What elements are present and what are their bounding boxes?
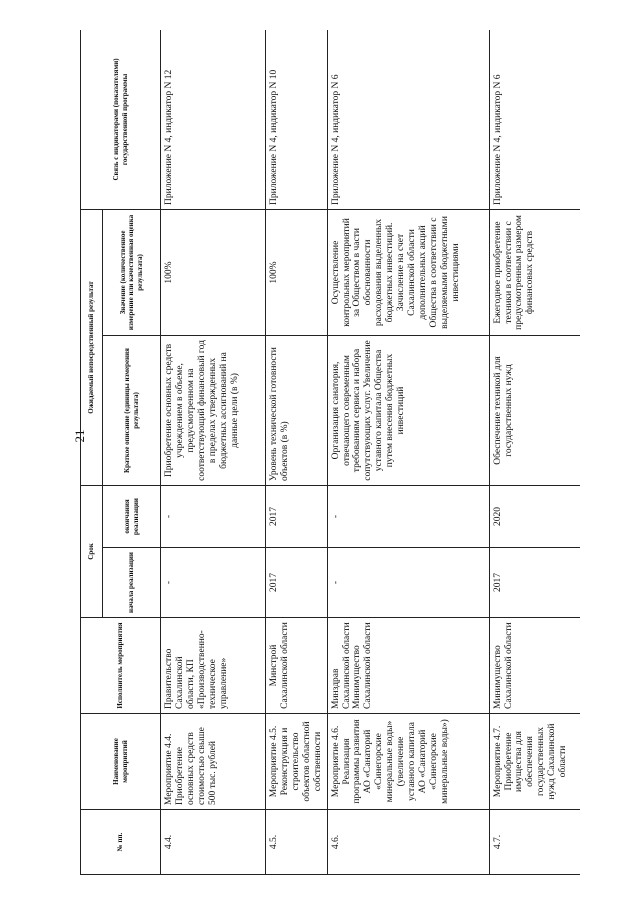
row-value: Осуществление контрольных мероприятий за Обществом в части обоснованности расходования выделенных бюджетных инвестиций. Зачисление на счет Сахалинской области дополнительных акций Общества в соответствии с выделяемыми бюджетными инвестициями <box>327 209 489 335</box>
row-brief: Организация санатория, отвечающего современным требованиям сервиса и набора сопутствующих услуг. Увеличение уставного капитала Общества путем внесения бюджетных инвестиций <box>327 335 489 485</box>
row-link: Приложение N 4, индикатор N 6 <box>327 30 489 209</box>
header-brief: Краткое описание (единицы измерения результата) <box>103 335 161 485</box>
row-executor: Правительство Сахалинской области, КП «Производственно-техническое управление» <box>161 618 266 714</box>
row-start: 2017 <box>489 548 580 618</box>
rotated-page <box>80 30 580 875</box>
row-start: - <box>327 548 489 618</box>
row-link: Приложение N 4, индикатор N 10 <box>266 30 328 209</box>
row-end: 2020 <box>489 485 580 547</box>
row-name: Мероприятие 4.4. Приобретение основных средств стоимостью свыше 500 тыс. рублей <box>161 714 266 810</box>
row-num: 4.5. <box>266 810 328 875</box>
row-executor: Минздрав Сахалинской области Минимущество Сахалинской области <box>327 618 489 714</box>
row-value: Ежегодное приобретение техники в соответствии с предусмотренным размером финансовых средств <box>489 209 580 335</box>
header-executor: Исполнитель мероприятия <box>81 618 161 714</box>
row-end: 2017 <box>266 485 328 547</box>
header-name: Наименование мероприятий <box>81 714 161 810</box>
row-executor: Минстрой Сахалинской области <box>266 618 328 714</box>
page-number: 21 <box>72 429 87 443</box>
row-brief: Уровень технической готовности объектов (в %) <box>266 335 328 485</box>
table-container <box>80 30 580 875</box>
table-row <box>327 30 489 875</box>
row-num: 4.4. <box>161 810 266 875</box>
header-link: Связь с индикаторами (показателями) государственной программы <box>81 30 161 209</box>
table-row <box>266 30 328 875</box>
row-start: 2017 <box>266 548 328 618</box>
row-num: 4.7. <box>489 810 580 875</box>
header-start: начала реализации <box>103 548 161 618</box>
row-brief: Приобретение основных средств учреждением в объеме, предусмотренном на соответствующий финансовый год в пределах утвержденных бюджетных ассигнований на данные цели (в %) <box>161 335 266 485</box>
row-end: - <box>161 485 266 547</box>
row-start: - <box>161 548 266 618</box>
row-link: Приложение N 4, индикатор N 6 <box>489 30 580 209</box>
row-num: 4.6. <box>327 810 489 875</box>
header-term: Срок <box>81 485 103 617</box>
row-link: Приложение N 4, индикатор N 12 <box>161 30 266 209</box>
table-row <box>161 30 266 875</box>
header-expected: Ожидаемый непосредственный результат <box>81 209 103 485</box>
row-value: 100% <box>161 209 266 335</box>
row-end: - <box>327 485 489 547</box>
row-name: Мероприятие 4.5. Реконструкция и строительство объектов областной собственности <box>266 714 328 810</box>
row-name: Мероприятие 4.6. Реализация программы развития АО «Санаторий «Синегорские минеральные воды» (увеличение уставного капитала АО «Санаторий «Синегорские минеральные воды») <box>327 714 489 810</box>
table-row <box>489 30 580 875</box>
row-executor: Минимущество Сахалинской области <box>489 618 580 714</box>
activities-table <box>80 30 580 875</box>
row-name: Мероприятие 4.7. Приобретение имущества для обеспечения государственных нужд Сахалинской области <box>489 714 580 810</box>
row-brief: Обеспечение техникой для государственных нужд <box>489 335 580 485</box>
header-num: № пп. <box>81 810 161 875</box>
row-value: 100% <box>266 209 328 335</box>
header-value: Значение (количественное измерение или качественная оценка результата) <box>103 209 161 335</box>
header-end: окончания реализации <box>103 485 161 547</box>
